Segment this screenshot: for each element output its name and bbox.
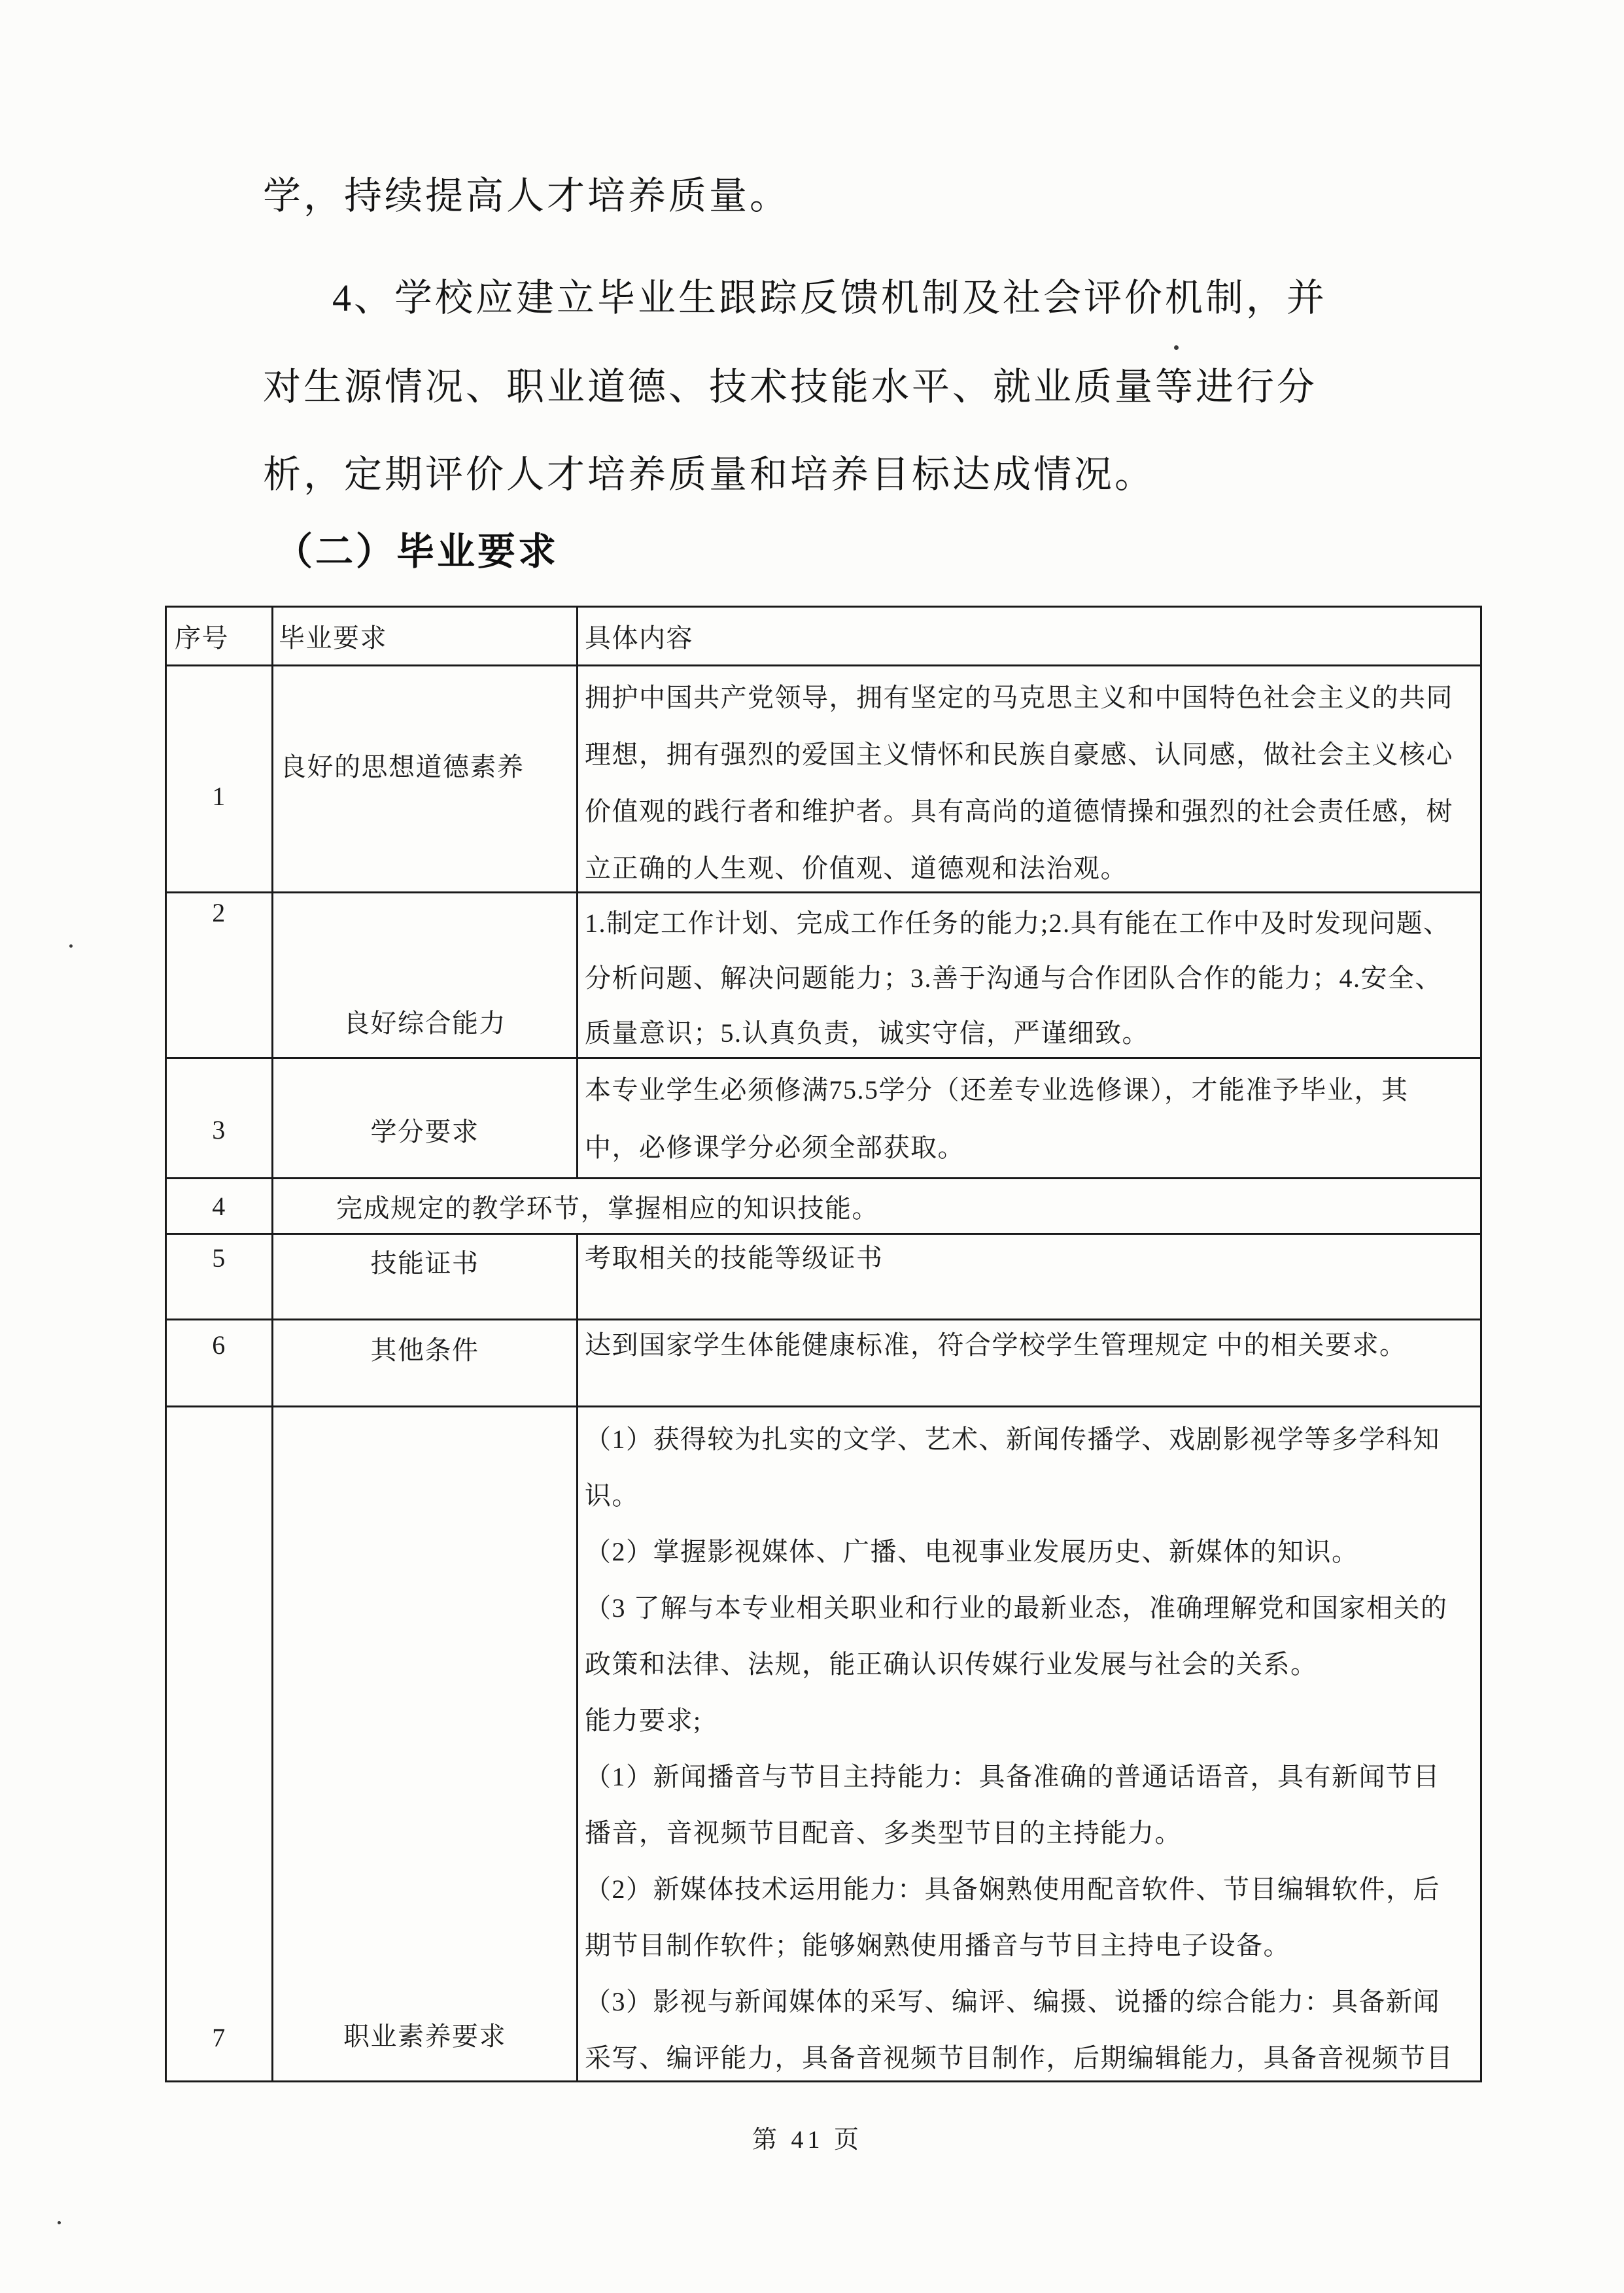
content-line: 理想，拥有强烈的爱国主义情怀和民族自豪感、认同感，做社会主义核心 xyxy=(585,740,1453,769)
paragraph-line: 析，定期评价人才培养质量和培养目标达成情况。 xyxy=(263,453,1156,496)
content-line: 考取相关的技能等级证书 xyxy=(585,1243,884,1273)
page-number: 第 41 页 xyxy=(752,2126,863,2154)
content-line: （3）影视与新闻媒体的采写、编评、编摄、说播的综合能力：具备新闻 xyxy=(585,1987,1440,2016)
content-line: 本专业学生必须修满75.5学分（还差专业选修课），才能准予毕业，其 xyxy=(585,1075,1409,1105)
content-cell xyxy=(576,1059,1480,1177)
paragraph-line: 4、学校应建立毕业生跟踪反馈机制及社会评价机制，并 xyxy=(332,277,1328,319)
row-number: 6 xyxy=(212,1330,226,1360)
scan-speck xyxy=(58,2221,61,2224)
content-line: 立正确的人生观、价值观、道德观和法治观。 xyxy=(585,853,1128,883)
row-number-cell xyxy=(167,1179,271,1233)
merged-content-cell xyxy=(271,1179,1480,1233)
table-row xyxy=(167,664,1480,891)
requirement-label: 技能证书 xyxy=(370,1249,479,1278)
row-number: 3 xyxy=(212,1115,226,1145)
requirement-label: 职业素养要求 xyxy=(343,2022,506,2051)
content-line: （1）新闻播音与节目主持能力：具备准确的普通话语音，具有新闻节目 xyxy=(585,1762,1440,1791)
content-line: （2）掌握影视媒体、广播、电视事业发展历史、新媒体的知识。 xyxy=(585,1537,1359,1566)
requirement-label: 其他条件 xyxy=(370,1336,479,1365)
content-line: 采写、编评能力，具备音视频节目制作，后期编辑能力，具备音视频节目 xyxy=(585,2043,1453,2073)
paragraph-line: 学，持续提高人才培养质量。 xyxy=(263,175,791,217)
row-number-cell xyxy=(167,893,271,1057)
section-heading: （二）毕业要求 xyxy=(275,530,559,573)
row-number: 1 xyxy=(212,781,226,811)
content-cell xyxy=(576,1320,1480,1405)
row-number: 4 xyxy=(212,1191,226,1221)
requirement-label: 良好的思想道德素养 xyxy=(280,751,525,782)
content-line: 期节目制作软件；能够娴熟使用播音与节目主持电子设备。 xyxy=(585,1931,1290,1960)
table-header-cell-no: 序号 xyxy=(175,623,229,653)
content-line: 能力要求; xyxy=(585,1706,702,1735)
content-line: 中，必修课学分必须全部获取。 xyxy=(585,1133,965,1162)
table-row xyxy=(167,1177,1480,1233)
content-line: 政策和法律、法规，能正确认识传媒行业发展与社会的关系。 xyxy=(585,1649,1318,1679)
table-row xyxy=(167,1057,1480,1177)
row-number: 5 xyxy=(212,1243,226,1273)
content-line: 达到国家学生体能健康标准，符合学校学生管理规定 中的相关要求。 xyxy=(585,1330,1407,1360)
content-line: 1.制定工作计划、完成工作任务的能力;2.具有能在工作中及时发现问题、 xyxy=(585,908,1451,938)
requirement-cell xyxy=(271,1407,576,2080)
row-number-cell xyxy=(167,666,271,891)
content-cell xyxy=(576,666,1480,891)
requirement-cell xyxy=(271,1059,576,1177)
table-row xyxy=(167,891,1480,1057)
requirement-label: 学分要求 xyxy=(370,1117,479,1146)
row-number-cell xyxy=(167,1235,271,1319)
content-line: 价值观的践行者和维护者。具有高尚的道德情操和强烈的社会责任感，树 xyxy=(585,797,1453,826)
content-line: （2）新媒体技术运用能力：具备娴熟使用配音软件、节目编辑软件，后 xyxy=(585,1874,1440,1904)
table-row xyxy=(167,1319,1480,1405)
content-line: （1）获得较为扎实的文学、艺术、新闻传播学、戏剧影视学等多学科知 xyxy=(585,1424,1440,1454)
table-header-cell-requirement: 毕业要求 xyxy=(271,608,576,664)
row-number-cell xyxy=(167,1320,271,1405)
content-line: 识。 xyxy=(585,1481,639,1510)
content-cell xyxy=(576,1235,1480,1319)
content-cell xyxy=(576,1407,1480,2080)
table-header-row xyxy=(167,608,1480,664)
row-number: 7 xyxy=(212,2023,226,2052)
content-line: 播音，音视频节目配音、多类型节目的主持能力。 xyxy=(585,1818,1182,1848)
requirement-cell xyxy=(271,1235,576,1319)
scan-speck xyxy=(69,944,73,948)
content-line: 完成规定的教学环节，掌握相应的知识技能。 xyxy=(336,1193,879,1223)
requirement-cell xyxy=(271,1320,576,1405)
content-line: 质量意识；5.认真负责，诚实守信，严谨细致。 xyxy=(585,1018,1149,1048)
requirement-cell xyxy=(271,666,576,891)
requirement-label: 良好综合能力 xyxy=(343,1009,506,1038)
row-number-cell xyxy=(167,1059,271,1177)
content-line: 分析问题、解决问题能力；3.善于沟通与合作团队合作的能力；4.安全、 xyxy=(585,963,1442,993)
row-number: 2 xyxy=(212,898,226,927)
paragraph-line: 对生源情况、职业道德、技术技能水平、就业质量等进行分 xyxy=(263,366,1318,408)
content-line: （3 了解与本专业相关职业和行业的最新业态，准确理解党和国家相关的 xyxy=(585,1593,1448,1623)
scan-speck xyxy=(1174,345,1179,350)
content-cell xyxy=(576,893,1480,1057)
table-header-cell-content: 具体内容 xyxy=(576,608,1480,664)
table-row xyxy=(167,1233,1480,1319)
table-row xyxy=(167,1405,1480,2080)
content-line: 拥护中国共产党领导，拥有坚定的马克思主义和中国特色社会主义的共同 xyxy=(585,683,1453,712)
graduation-requirements-table xyxy=(165,606,1482,2082)
row-number-cell xyxy=(167,1407,271,2080)
requirement-cell xyxy=(271,893,576,1057)
